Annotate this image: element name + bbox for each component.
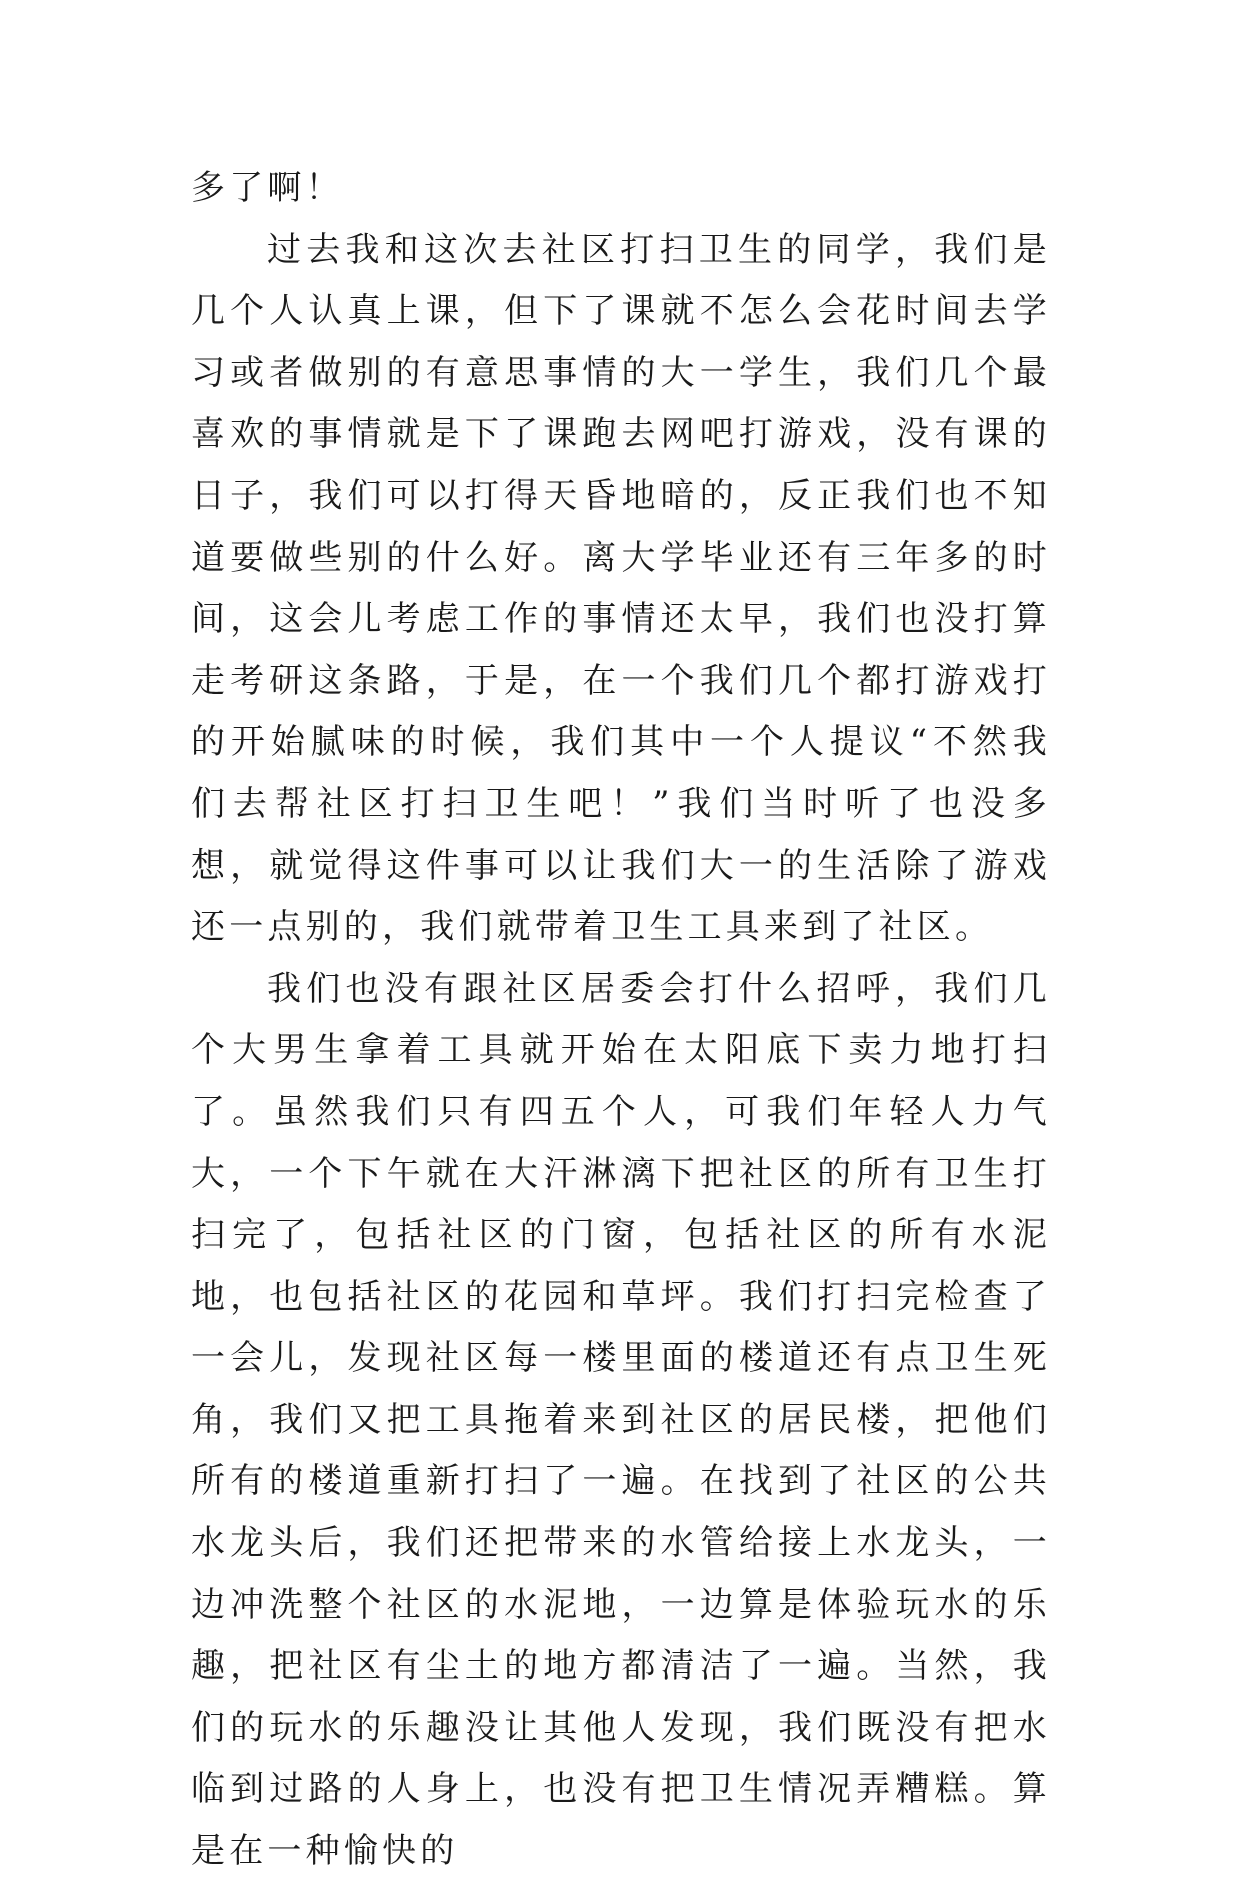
paragraph-continuation: 多了啊！ — [191, 168, 344, 208]
document-page — [191, 158, 1051, 1883]
paragraph-cleaning-community: 我们也没有跟社区居委会打什么招呼，我们几个大男生拿着工具就开始在太阳底下卖力地打扫了。虽然我们只有四五个人，可我们年轻人力气大，一个下午就在大汗淋漓下把社区的所有卫生打扫完了，包括社区的门窗，包括社区的所有水泥地，也包括社区的花园和草坪。我们打扫完检查了一会儿，发现社区每一楼里面的楼道还有点卫生死角，我们又把工具拖着来到社区的居民楼，把他们所有的楼道重新打扫了一遍。在找到了社区的公共水龙头后，我们还把带来的水管给接上水龙头，一边冲洗整个社区的水泥地，一边算是体验玩水的乐趣，把社区有尘土的地方都清洁了一遍。当然，我们的玩水的乐趣没让其他人发现，我们既没有把水临到过路的人身上，也没有把卫生情况弄糟糕。算是在一种愉快的 — [191, 968, 1051, 1872]
paragraph-past-habits: 过去我和这次去社区打扫卫生的同学，我们是几个人认真上课，但下了课就不怎么会花时间去学习或者做别的有意思事情的大一学生，我们几个最喜欢的事情就是下了课跑去网吧打游戏，没有课的日子，我们可以打得天昏地暗的，反正我们也不知道要做些别的什么好。离大学毕业还有三年多的时间，这会儿考虑工作的事情还太早，我们也没打算走考研这条路，于是，在一个我们几个都打游戏打的开始腻味的时候，我们其中一个人提议“不然我们去帮社区打扫卫生吧！”我们当时听了也没多想，就觉得这件事可以让我们大一的生活除了游戏还一点别的，我们就带着卫生工具来到了社区。 — [191, 229, 1051, 948]
